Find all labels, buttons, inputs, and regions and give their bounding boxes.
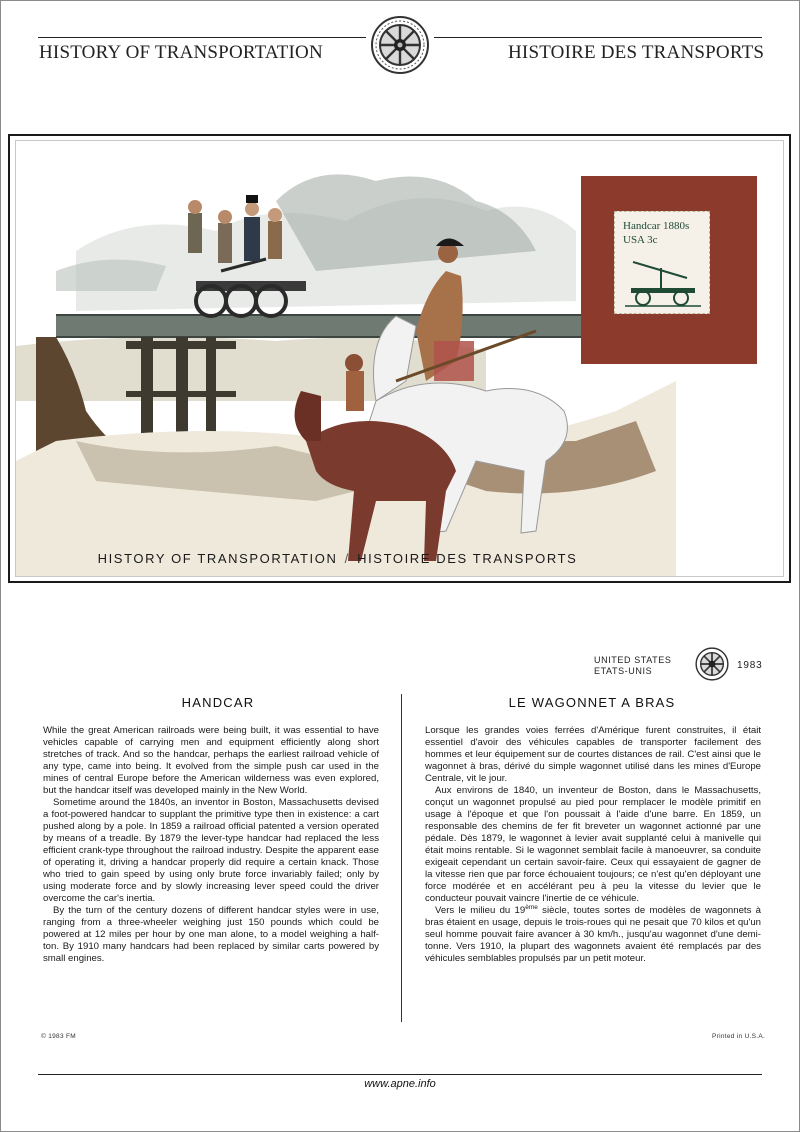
illustration-frame [8,134,791,583]
footer-rule [38,1074,762,1075]
article-en [43,725,379,965]
postage-stamp [614,211,710,314]
paragraph-fr-2: Aux environs de 1840, un inventeur de Boston, dans le Massachusetts, conçut un wagonnet propulsé au pied pour remplacer le modèle primitif en usage à l'époque et que l'on poussait à l'aide d'une barre. En 1859, un responsable des chemins de fer fit breveter un wagonnet actionné par une pédale. Dès 1879, le wagonnet à levier avait supplanté celui à manivelle qui était moins rentable. Si le wagonnet semblait facile à manoeuvrer, sa conduite exigeait cependant un certain savoir-faire. Ceux qui essayaient de gagner de la vitesse rien que par force échouaient toujours; ce n'est qu'en déployant une force modérée et en accélérant peu à peu la vitesse du levier que le conducteur pouvait vaincre l'inertie de ce véhicule. [425,785,761,904]
wagon-wheel-icon-small [695,647,729,681]
header-rule-left [38,37,366,38]
caption-en: HISTORY OF TRANSPORTATION [97,551,338,566]
paragraph-en-2: Sometime around the 1840s, an inventor in Boston, Massachusetts devised a foot-powered handcar to supplant the primitive type then in existence: a cart pushed along by a pole. In 1859 a railroad official patented a version operated by means of a treadle. By 1879 the lever-type handcar had replaced the less efficient crank-type throughout the railroad industry. Despite the apparent ease of operating it, driving a handcar properly did require a certain knack. Those who tried to gain speed by using only brute force invariably failed; only by using moderate force and by slowly increasing lever speed could the driver overcome the car's inertia. [43,797,379,904]
issue-year: 1983 [737,660,763,671]
country-en: UNITED STATES [594,655,672,665]
heading-fr: LE WAGONNET A BRAS [508,695,676,710]
printed-note: Printed in U.S.A. [712,1033,766,1040]
paragraph-fr-1: Lorsque les grandes voies ferrées d'Amérique furent construites, il était essentiel d'avoir des véhicules capables de transporter facilement des hommes et leur équipement sur de courtes distances de rail. C'est ainsi que le wagonnet à bras, dérivé du simple wagonnet utilisé dans les mines d'Europe Centrale, vit le jour. [425,725,761,784]
ordinal-suffix: ème [525,903,538,911]
issue-country [594,655,671,677]
stamp-title: Handcar 1880s [623,220,690,232]
country-fr: ETATS-UNIS [594,666,653,676]
column-divider [401,694,402,1022]
wagon-wheel-icon [370,15,430,75]
handcar-icon [623,254,703,308]
header-rule-right [434,37,762,38]
header-title-en: HISTORY OF TRANSPORTATION [39,42,323,63]
stamp-denomination: USA 3c [623,234,658,246]
heading-en: HANDCAR [181,695,255,710]
copyright-note: © 1983 FM [41,1033,76,1040]
paragraph-fr-3-start: Vers le milieu du 19 [435,905,526,916]
website-link[interactable]: www.apne.info [364,1078,436,1090]
paragraph-en-1: While the great American railroads were being built, it was essential to have vehicles capable of carrying men and equipment efficiently along short stretches of track. And so the handcar, perhaps the earliest railroad vehicle of any type, came into being. It evolved from the simple push car used in the mines of central Europe before the American wilderness was even explored, but the handcar itself was developed mainly in the New World. [43,725,379,796]
caption-separator: / [344,551,350,566]
paragraph-fr-3-rest: siècle, toutes sortes de modèles de wagonnets à bras étaient en usage, depuis le trois-roues qui ne pesait que 70 kilos et qu'un seul homme pouvait faire avancer à 30 km/h., jusqu'au wagonnet d'une demi-tonne. Vers 1910, la plupart des wagonnets avaient été remplacés par des véhicules semblables propulsés par un petit moteur. [425,905,762,964]
article-fr [425,725,761,965]
illustration-handcar-scene [15,140,784,577]
illustration-caption [16,551,659,566]
paragraph-fr-3 [425,905,761,965]
caption-fr: HISTOIRE DES TRANSPORTS [357,551,578,566]
header-title-fr: HISTOIRE DES TRANSPORTS [508,42,765,63]
paragraph-en-3: By the turn of the century dozens of different handcar styles were in use, ranging from a three-wheeler weighing just 150 pounds which could be powered at 12 miles per hour by one man alone, to a model weighing a half-ton. By 1910 many handcars had been replaced by similar carts powered by small engines. [43,905,379,964]
